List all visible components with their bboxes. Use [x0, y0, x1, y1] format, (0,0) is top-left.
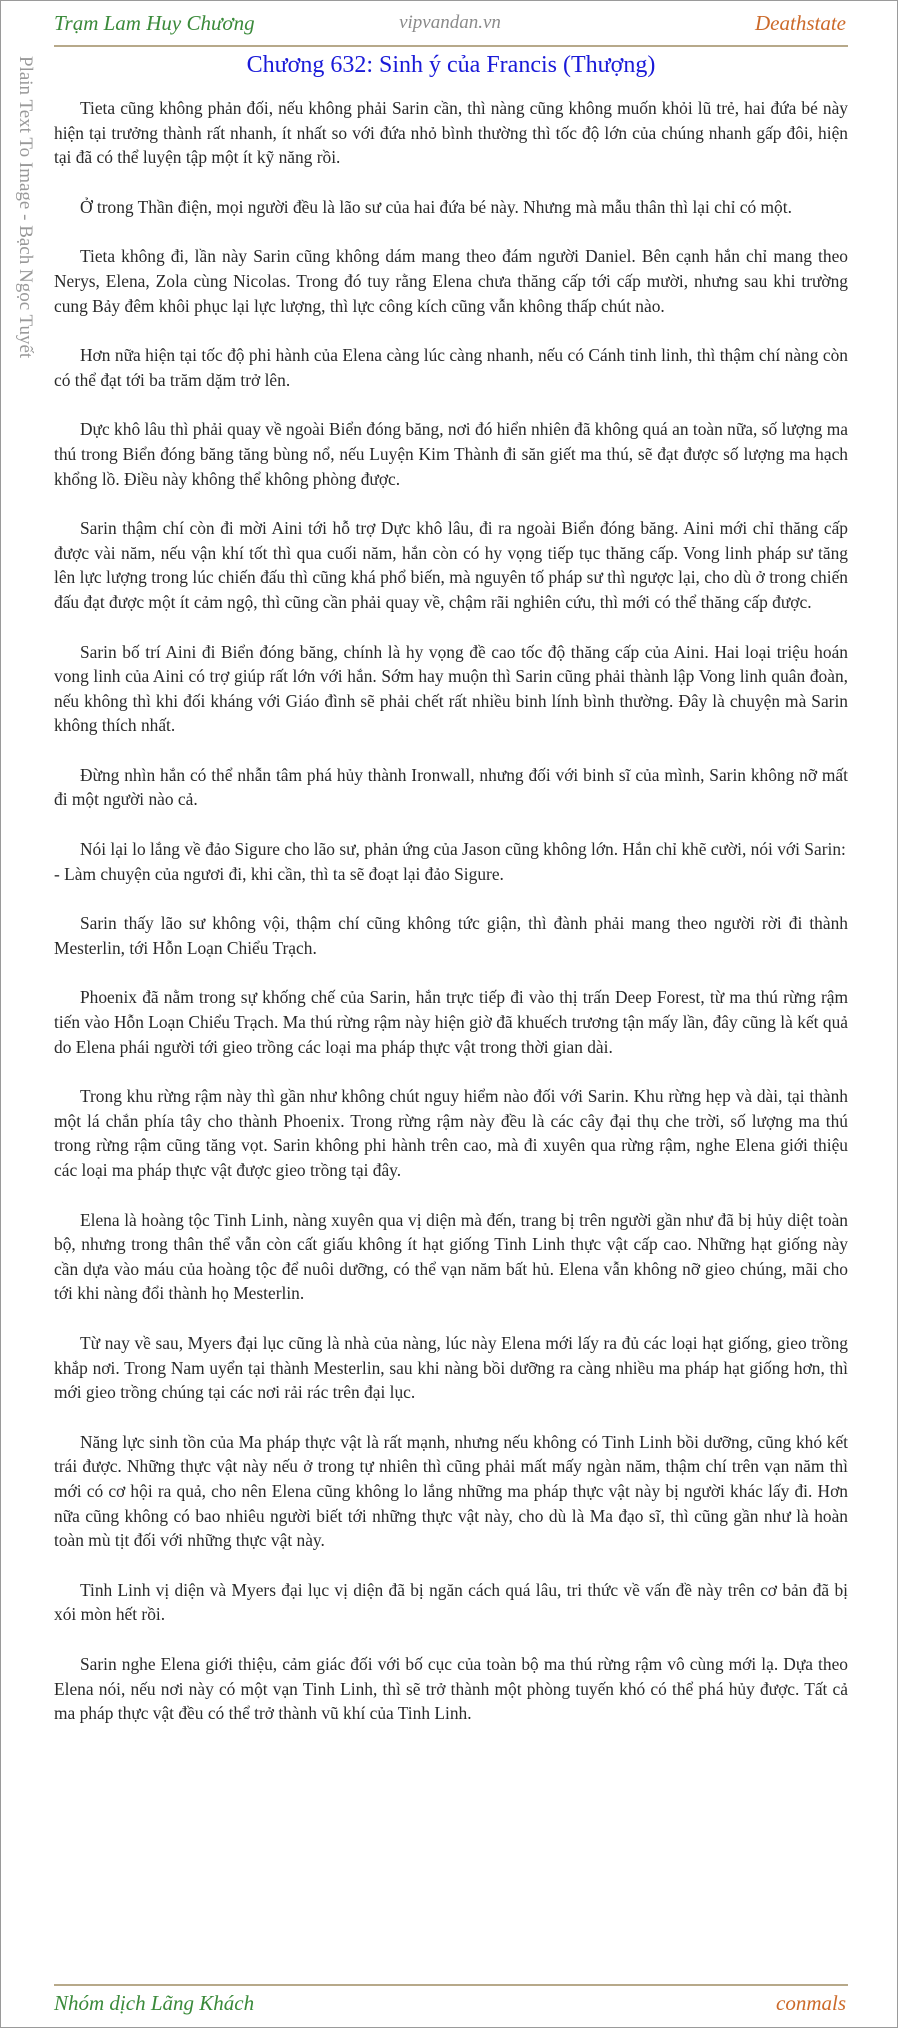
- paragraph: Dực khô lâu thì phải quay về ngoài Biển đóng băng, nơi đó hiển nhiên đã không quá an toàn nữa, số lượng ma thú trong Biển đóng băng tăng bùng nổ, nếu Luyện Kim Thành đi săn giết ma thú, sẽ đạt được số lượng ma hạch khổng lồ. Điều này không thể không phòng được.: [54, 419, 848, 489]
- paragraph: Đừng nhìn hắn có thể nhẫn tâm phá hủy thành Ironwall, nhưng đối với binh sĩ của mình, Sarin không nỡ mất đi một người nào cả.: [54, 764, 848, 810]
- paragraph: Sarin thấy lão sư không vội, thậm chí cũng không tức giận, thì đành phải mang theo người rời đi thành Mesterlin, tới Hỗn Loạn Chiểu Trạch.: [54, 913, 848, 958]
- paragraph: Hơn nữa hiện tại tốc độ phi hành của Elena càng lúc càng nhanh, nếu có Cánh tinh linh, thì thậm chí nàng còn có thể đạt tới ba trăm dặm trở lên.: [54, 345, 848, 390]
- header-divider: [54, 45, 848, 47]
- header-left-text: Trạm Lam Huy Chương: [54, 11, 255, 35]
- paragraph: Sarin bố trí Aini đi Biển đóng băng, chính là hy vọng đề cao tốc độ thăng cấp của Aini. Hai loại triệu hoán vong linh của Aini có trợ giúp rất lớn với hắn. Sớm hay muộn thì Sarin cũng phải thành lập Vong linh quân đoàn, nếu không thì khi đối kháng với Giáo đình sẽ phải chết rất nhiều binh lính bình thường. Đây là chuyện mà Sarin không thích nhất.: [54, 641, 848, 736]
- paragraph: Năng lực sinh tồn của Ma pháp thực vật là rất mạnh, nhưng nếu không có Tinh Linh bồi dưỡng, cũng khó kết trái được. Những thực vật này nếu ở trong tự nhiên thì cũng phải mất mấy ngàn năm, thậm chí trên vạn năm thì mới có cơ hội ra quả, cho nên Elena cũng không lo lắng những ma pháp thực vật này bị người khác lấy đi. Hơn nữa cũng không có bao nhiêu người biết tới những thực vật này, cho dù là Ma đạo sĩ, thì cũng gần như là hoàn toàn mù tịt đối với những thực vật này.: [54, 1431, 848, 1551]
- paragraph: Sarin thậm chí còn đi mời Aini tới hỗ trợ Dực khô lâu, đi ra ngoài Biển đóng băng. Aini mới chỉ thăng cấp được vài năm, nếu vận khí tốt thì qua cuối năm, hắn còn có hy vọng tiếp tục thăng cấp. Vong linh pháp sư tăng lên lực lượng trong lúc chiến đấu thì cũng khá phổ biến, mà nguyên tố pháp sư thì ngược lại, cho dù ở trong chiến đấu đạt được một ít cảm ngộ, thì cũng cần phải quay về, chậm rãi nghiên cứu, thì mới có thể thăng cấp được.: [54, 518, 848, 612]
- paragraph: Trong khu rừng rậm này thì gần như không chút nguy hiểm nào đối với Sarin. Khu rừng hẹp và dài, tại thành một lá chắn phía tây cho thành Phoenix. Trong rừng rậm này đều là các cây đại thụ che trời, số lượng ma thú trong rừng rậm cũng tăng vọt. Sarin không phi hành trên cao, mà đi xuyên qua rừng rậm, nghe Elena giới thiệu các loại ma pháp thực vật được gieo trồng tại đây.: [54, 1086, 848, 1180]
- paragraph: Sarin nghe Elena giới thiệu, cảm giác đối với bố cục của toàn bộ ma thú rừng rậm vô cùng mới lạ. Dựa theo Elena nói, nếu nơi này có một vạn Tinh Linh, thì sẽ trở thành một phòng tuyến khó có thể phá hủy được. Tất cả ma pháp thực vật đều có thể trở thành vũ khí của Tinh Linh.: [54, 1653, 848, 1724]
- paragraph: Tieta không đi, lần này Sarin cũng không dám mang theo đám người Daniel. Bên cạnh hắn chỉ mang theo Nerys, Elena, Zola cùng Nicolas. Trong đó tuy rằng Elena chưa thăng cấp tới cấp mười, nhưng sau khi trường cung Bảy đêm khôi phục lại lực lượng, thì lực công kích cũng vẫn không thấp chút nào.: [54, 246, 848, 316]
- dialog-line: - Làm chuyện của ngươi đi, khi cần, thì ta sẽ đoạt lại đảo Sigure.: [54, 863, 504, 884]
- footer-right-text: conmals: [776, 1991, 846, 2015]
- paragraph: Tinh Linh vị diện và Myers đại lục vị diện đã bị ngăn cách quá lâu, tri thức về vấn đề này trên cơ bản đã bị xói mòn hết rồi.: [54, 1579, 848, 1625]
- header-site-text: vipvandan.vn: [399, 12, 501, 33]
- paragraph: Phoenix đã nằm trong sự khống chế của Sarin, hắn trực tiếp đi vào thị trấn Deep Forest, từ ma thú rừng rậm tiến vào Hỗn Loạn Chiểu Trạch. Ma thú rừng rậm này hiện giờ đã khuếch trương tận mấy lần, đây cũng là kết quả do Elena phái người tới gieo trồng các loại ma pháp thực vật trong thời gian dài.: [54, 987, 848, 1057]
- paragraph: Từ nay về sau, Myers đại lục cũng là nhà của nàng, lúc này Elena mới lấy ra đủ các loại hạt giống, gieo trồng khắp nơi. Trong Nam uyển tại thành Mesterlin, sau khi nàng bồi dưỡng ra càng nhiều ma pháp hạt giống hơn, thì mới gieo trồng chúng tại các nơi rải rác trên đại lục.: [54, 1332, 848, 1403]
- chapter-body: [54, 96, 848, 1751]
- paragraph: Tieta cũng không phản đối, nếu không phải Sarin cần, thì nàng cũng không muốn khỏi lũ trẻ, hai đứa bé này hiện tại trưởng thành rất nhanh, ít nhất so với đứa nhỏ bình thường thì tốc độ lớn của chúng nhanh gấp đôi, hiện tại đã có thể luyện tập một ít kỹ năng rồi.: [54, 98, 848, 168]
- footer-divider: [54, 1984, 848, 1986]
- paragraph: Elena là hoàng tộc Tinh Linh, nàng xuyên qua vị diện mà đến, trang bị trên người gần như đã bị hủy diệt toàn bộ, nhưng trong thân thể vẫn còn cất giấu không ít hạt giống Tinh Linh thực vật cấp cao. Những hạt giống này cần dựa vào máu của hoàng tộc để nuôi dưỡng, có thể vạn năm bất hủ. Elena vẫn không nỡ gieo chúng, mãi cho tới khi nàng đổi thành họ Mesterlin.: [54, 1209, 848, 1304]
- chapter-title: Chương 632: Sinh ý của Francis (Thượng): [246, 52, 656, 78]
- page-header: [0, 0, 900, 48]
- sidebar-text: Plain Text To Image - Bạch Ngọc Tuyết: [15, 56, 36, 359]
- paragraph: Nói lại lo lắng về đảo Sigure cho lão sư, phản ứng của Jason cũng không lớn. Hắn chỉ khẽ cười, nói với Sarin:: [80, 839, 846, 860]
- paragraph: Ở trong Thần điện, mọi người đều là lão sư của hai đứa bé này. Nhưng mà mẫu thân thì lại chỉ có một.: [80, 196, 792, 217]
- sidebar-watermark: [14, 56, 40, 396]
- footer-left-text: Nhóm dịch Lãng Khách: [54, 1991, 255, 2015]
- header-right-text: Deathstate: [755, 11, 846, 35]
